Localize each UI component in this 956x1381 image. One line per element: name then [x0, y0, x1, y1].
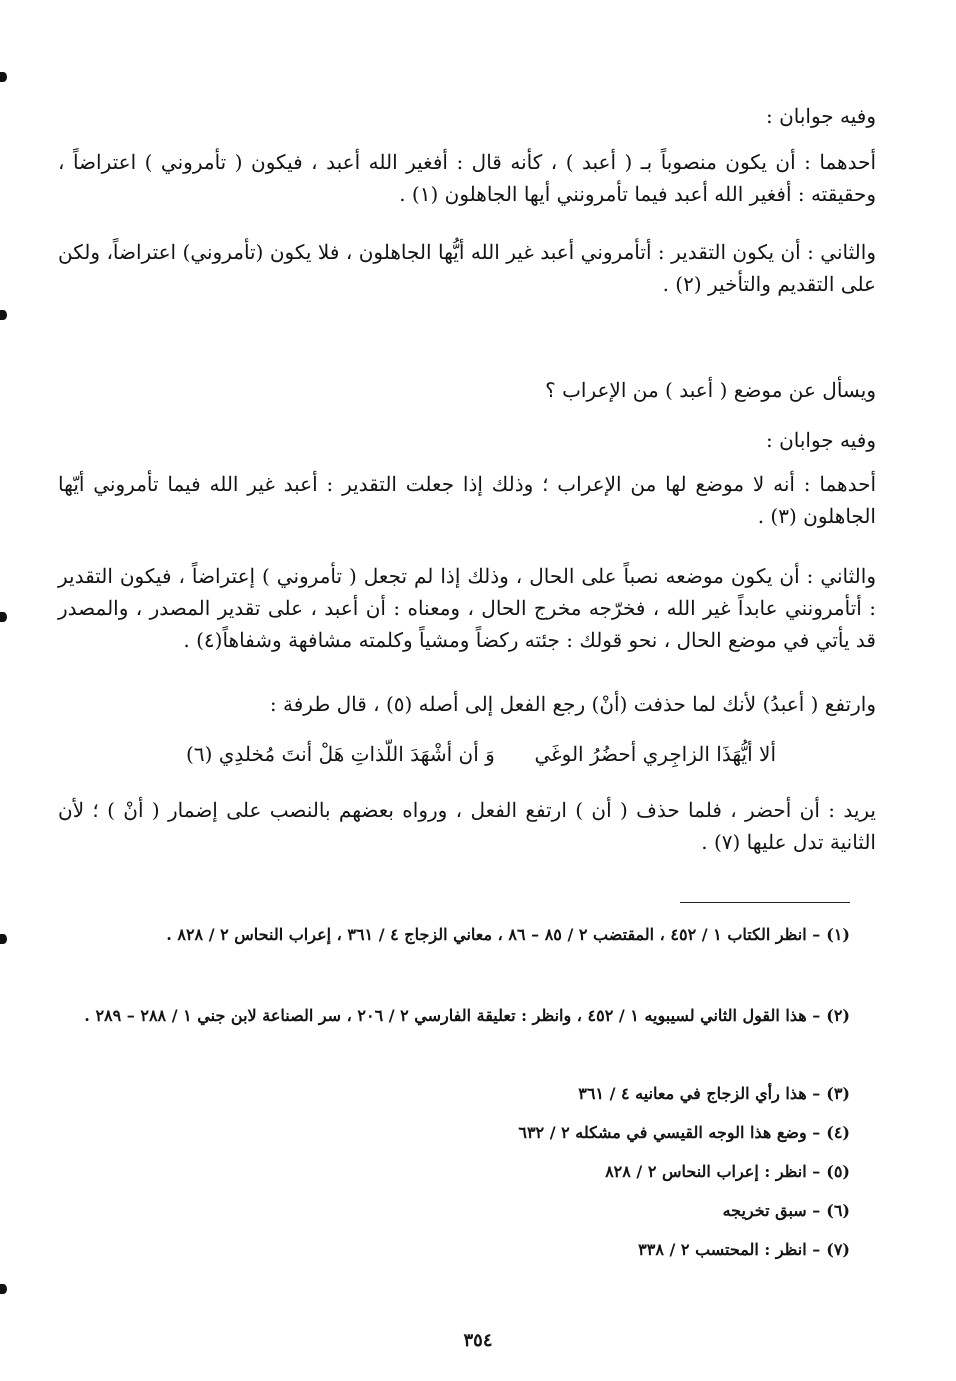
- paragraph-intro: وفيه جوابان :: [765, 104, 876, 128]
- paragraph-intro-2: وفيه جوابان :: [765, 428, 876, 452]
- footnote-item: (٣)– هذا رأي الزجاج في معانيه ٤ / ٣٦١: [578, 1084, 850, 1103]
- question-heading: ويسأل عن موضع ( أعبد ) من الإعراب ؟: [545, 378, 876, 402]
- footnote-item: (٤)– وضع هذا الوجه القيسي في مشكله ٢ / ٦٣٢: [518, 1123, 850, 1142]
- page-number: ٣٥٤: [463, 1330, 493, 1351]
- verse-first-hemistich: ألا أيُّهَذَا الزاجِري أحضُرُ الوغَي: [534, 742, 776, 766]
- scan-mark: [0, 612, 7, 622]
- footnote-item: (٧)– انظر : المحتسب ٢ / ٣٣٨: [638, 1240, 850, 1259]
- footnote-item: (٦)– سبق تخريجه: [722, 1201, 850, 1220]
- poetry-verse: [186, 742, 776, 766]
- answer-first-2: أحدهما : أنه لا موضع لها من الإعراب ؛ وذلك إذا جعلت التقدير : أعبد غير الله فيما تأمروني أيّها الجاهلون (٣) .: [58, 472, 876, 528]
- answer-first: أحدهما : أن يكون منصوباً بـ ( أعبد ) ، كأنه قال : أفغير الله أعبد ، فيكون ( تأمروني ) اعتراضاً ، وحقيقته : أفغير الله أعبد فيما تأمرونني أيها الجاهلون (١) .: [58, 150, 876, 206]
- scan-mark: [0, 1284, 7, 1294]
- scan-mark: [0, 72, 7, 82]
- footnote-item: (١)– انظر الكتاب ١ / ٤٥٢ ، المقتضب ٢ / ٨٥ – ٨٦ ، معاني الزجاج ٤ / ٣٦١ ، إعراب النحاس ٢ / ٨٢٨ .: [166, 925, 850, 944]
- verse-second-hemistich: وَ أن أشْهَدَ اللّذاتِ هَلْ أنتَ مُخلدِي (٦): [186, 742, 495, 766]
- scan-mark: [0, 934, 7, 944]
- paragraph-raise: وارتفع ( أعبدُ) لأنك لما حذفت (أنْ) رجع الفعل إلى أصله (٥) ، قال طرفة :: [269, 692, 876, 716]
- footnote-item: (٥)– انظر : إعراب النحاس ٢ / ٨٢٨: [605, 1162, 850, 1181]
- answer-second-2: والثاني : أن يكون موضعه نصباً على الحال ، وذلك إذا لم تجعل ( تأمروني ) إعتراضاً ، فيكون التقدير : أتأمرونني عابداً غير الله ، فخرّجه مخرج الحال ، ومعناه : أن أعبد ، على تقدير المصدر ، والمصدر قد يأتي في موضع الحال ، نحو قولك : جئته ركضاً ومشياً وكلمته مشافهة وشفاهاً(٤) .: [58, 564, 876, 652]
- footnote-divider: [680, 902, 850, 903]
- footnote-item: (٢)– هذا القول الثاني لسيبويه ١ / ٤٥٢ ، وانظر : تعليقة الفارسي ٢ / ٢٠٦ ، سر الصناعة لابن جني ١ / ٢٨٨ – ٢٨٩ .: [84, 1006, 850, 1025]
- scan-mark: [0, 310, 7, 320]
- paragraph-explanation: يريد : أن أحضر ، فلما حذف ( أن ) ارتفع الفعل ، ورواه بعضهم بالنصب على إضمار ( أنْ ) ؛ لأن الثانية تدل عليها (٧) .: [58, 798, 876, 854]
- answer-second: والثاني : أن يكون التقدير : أتأمروني أعبد غير الله أيُّها الجاهلون ، فلا يكون (تأمروني) اعتراضاً، ولكن على التقديم والتأخير (٢) .: [58, 240, 876, 296]
